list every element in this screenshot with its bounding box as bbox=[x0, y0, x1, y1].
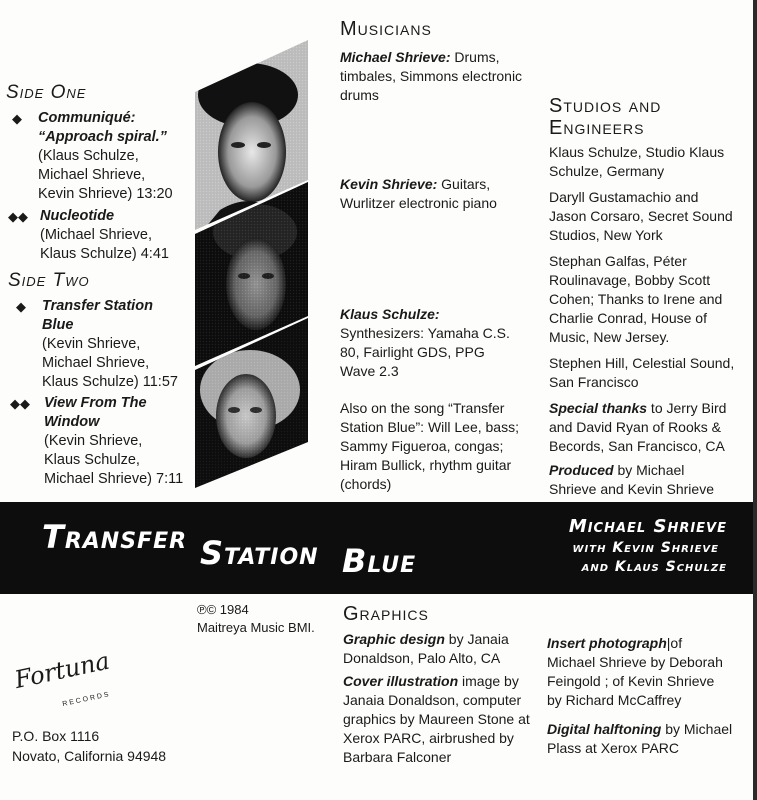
studio-line: Schulze, Germany bbox=[549, 163, 665, 179]
title-word-transfer: TRANSFER bbox=[42, 518, 188, 556]
copyright-line: Maitreya Music BMI. bbox=[197, 620, 315, 635]
edge-strip bbox=[753, 0, 757, 800]
studio-line: Becords, San Francisco, CA bbox=[549, 438, 725, 454]
graphics-line: by Janaia bbox=[444, 631, 509, 647]
musician-photos bbox=[190, 40, 315, 488]
guest-line: (chords) bbox=[340, 476, 392, 492]
musician-michael bbox=[340, 48, 545, 105]
title-band bbox=[0, 502, 757, 594]
graphics-credits-left bbox=[343, 630, 543, 767]
studio-line: Charlie Conrad, House of bbox=[549, 310, 707, 326]
track-credit: Klaus Schulze) 4:41 bbox=[40, 246, 169, 262]
track-credit: Michael Shrieve, bbox=[42, 355, 150, 371]
diamond-icon: ◆◆ bbox=[10, 396, 30, 411]
track-credit: (Kevin Shrieve, bbox=[42, 336, 141, 352]
studio-line: by Michael bbox=[613, 462, 685, 478]
graphics-line: by Michael bbox=[661, 721, 733, 737]
produced-label: Produced bbox=[549, 462, 614, 478]
track-item bbox=[16, 297, 202, 392]
graphics-line: image by bbox=[458, 673, 519, 689]
graphics-line: Xerox PARC, airbrushed by bbox=[343, 730, 514, 746]
musician-name: Michael Shrieve: bbox=[340, 49, 451, 65]
studio-line: Studios, New York bbox=[549, 227, 663, 243]
musician-role: Synthesizers: Yamaha C.S. bbox=[340, 325, 510, 341]
graphics-label: Cover illustration bbox=[343, 673, 459, 689]
graphics-line: Michael Shrieve by Deborah bbox=[547, 654, 723, 670]
artist-credit-line: and Klaus Schulze bbox=[581, 559, 727, 575]
studio-line: Klaus Schulze, Studio Klaus bbox=[549, 144, 725, 160]
track-title: Window bbox=[44, 414, 100, 430]
musician-role: Wurlitzer electronic piano bbox=[340, 195, 497, 211]
diamond-icon: ◆◆ bbox=[8, 209, 28, 224]
track-item bbox=[8, 207, 200, 264]
fortuna-records-logo bbox=[12, 646, 118, 710]
graphics-label: Insert photograph bbox=[547, 635, 667, 651]
track-item bbox=[12, 109, 198, 204]
studios-credits bbox=[549, 143, 754, 499]
studio-line: Stephen Hill, Celestial Sound, bbox=[549, 355, 735, 371]
side-one-heading: Side One bbox=[6, 82, 87, 103]
track-credit: (Michael Shrieve, bbox=[40, 227, 153, 243]
artist-credit-line: Michael Shrieve bbox=[568, 516, 727, 537]
graphics-label: Graphic design bbox=[343, 631, 445, 647]
label-address bbox=[12, 726, 166, 766]
graphics-line: Feingold ; of Kevin Shrieve bbox=[547, 673, 715, 689]
guest-line: Sammy Figueroa, congas; bbox=[340, 438, 504, 454]
graphics-line: graphics by Maureen Stone at bbox=[343, 711, 530, 727]
address-line: Novato, California 94948 bbox=[12, 748, 167, 764]
musician-name: Kevin Shrieve: bbox=[340, 176, 438, 192]
studios-heading-line: Engineers bbox=[549, 117, 645, 139]
diamond-icon: ◆ bbox=[16, 299, 26, 314]
studio-line: Stephan Galfas, Péter bbox=[549, 253, 687, 269]
track-credit: Klaus Schulze, bbox=[44, 452, 140, 468]
track-credit: Kevin Shrieve) 13:20 bbox=[38, 186, 173, 202]
logo-subtext: RECORDS bbox=[61, 690, 112, 709]
guest-line: Station Blue”: Will Lee, bass; bbox=[340, 419, 519, 435]
track-credit: (Kevin Shrieve, bbox=[44, 433, 143, 449]
track-title: Communiqué: bbox=[38, 110, 136, 126]
track-title: “Approach spiral.” bbox=[38, 129, 167, 145]
graphics-line: Donaldson, Palo Alto, CA bbox=[343, 650, 501, 666]
musician-role: 80, Fairlight GDS, PPG bbox=[340, 344, 485, 360]
studio-line: Shrieve and Kevin Shrieve bbox=[549, 481, 714, 497]
studio-line: Daryll Gustamachio and bbox=[549, 189, 699, 205]
studio-line: Cohen; Thanks to Irene and bbox=[549, 291, 723, 307]
copyright bbox=[197, 601, 315, 637]
musician-klaus bbox=[340, 305, 545, 381]
musician-role: drums bbox=[340, 87, 379, 103]
track-title: Blue bbox=[42, 317, 74, 333]
copyright-line: ℗© 1984 bbox=[197, 602, 249, 617]
title-word-blue: BLUE bbox=[342, 542, 417, 580]
logo-wordmark: Fortuna bbox=[12, 646, 113, 694]
studio-line: to Jerry Bird bbox=[647, 400, 727, 416]
studio-line: Jason Corsaro, Secret Sound bbox=[549, 208, 733, 224]
musicians-heading: Musicians bbox=[340, 18, 432, 40]
track-credit: Klaus Schulze) 11:57 bbox=[42, 374, 178, 390]
musician-kevin bbox=[340, 175, 545, 213]
track-title: Transfer Station bbox=[42, 298, 153, 314]
musician-role: Drums, bbox=[450, 49, 500, 65]
graphics-heading: Graphics bbox=[343, 603, 429, 625]
track-title: View From The bbox=[44, 395, 147, 411]
musician-role: Guitars, bbox=[437, 176, 491, 192]
guest-line: Hiram Bullick, rhythm guitar bbox=[340, 457, 512, 473]
studio-line: Roulinavage, Bobby Scott bbox=[549, 272, 711, 288]
graphics-line: Janaia Donaldson, computer bbox=[343, 692, 522, 708]
graphics-line: by Richard McCaffrey bbox=[547, 692, 682, 708]
guest-musicians bbox=[340, 399, 550, 494]
graphics-label: Digital halftoning bbox=[547, 721, 662, 737]
track-credit: Michael Shrieve) 7:11 bbox=[44, 471, 184, 487]
side-two-heading: Side Two bbox=[8, 270, 90, 291]
artist-credit-line: with Kevin Shrieve bbox=[572, 540, 719, 556]
studio-line: San Francisco bbox=[549, 374, 639, 390]
thanks-label: Special thanks bbox=[549, 400, 648, 416]
studios-heading bbox=[549, 95, 661, 139]
graphics-line: Barbara Falconer bbox=[343, 749, 452, 765]
musician-name: Klaus Schulze: bbox=[340, 306, 440, 322]
track-credit: Michael Shrieve, bbox=[38, 167, 146, 183]
track-title: Nucleotide bbox=[40, 208, 115, 224]
graphics-credits-right bbox=[547, 634, 752, 758]
graphics-line: Plass at Xerox PARC bbox=[547, 740, 680, 756]
diamond-icon: ◆ bbox=[12, 111, 22, 126]
artist-credit bbox=[467, 516, 727, 575]
musician-role: timbales, Simmons electronic bbox=[340, 68, 523, 84]
studio-line: and David Ryan of Rooks & bbox=[549, 419, 721, 435]
musician-role: Wave 2.3 bbox=[340, 363, 399, 379]
title-word-station: STATION bbox=[200, 534, 319, 572]
track-credit: (Klaus Schulze, bbox=[38, 148, 139, 164]
studio-line: Music, New Jersey. bbox=[549, 329, 670, 345]
track-item bbox=[10, 394, 204, 489]
studios-heading-line: Studios and bbox=[549, 95, 662, 117]
graphics-line: |of bbox=[666, 635, 683, 651]
address-line: P.O. Box 1116 bbox=[12, 728, 100, 744]
guest-line: Also on the song “Transfer bbox=[340, 400, 505, 416]
